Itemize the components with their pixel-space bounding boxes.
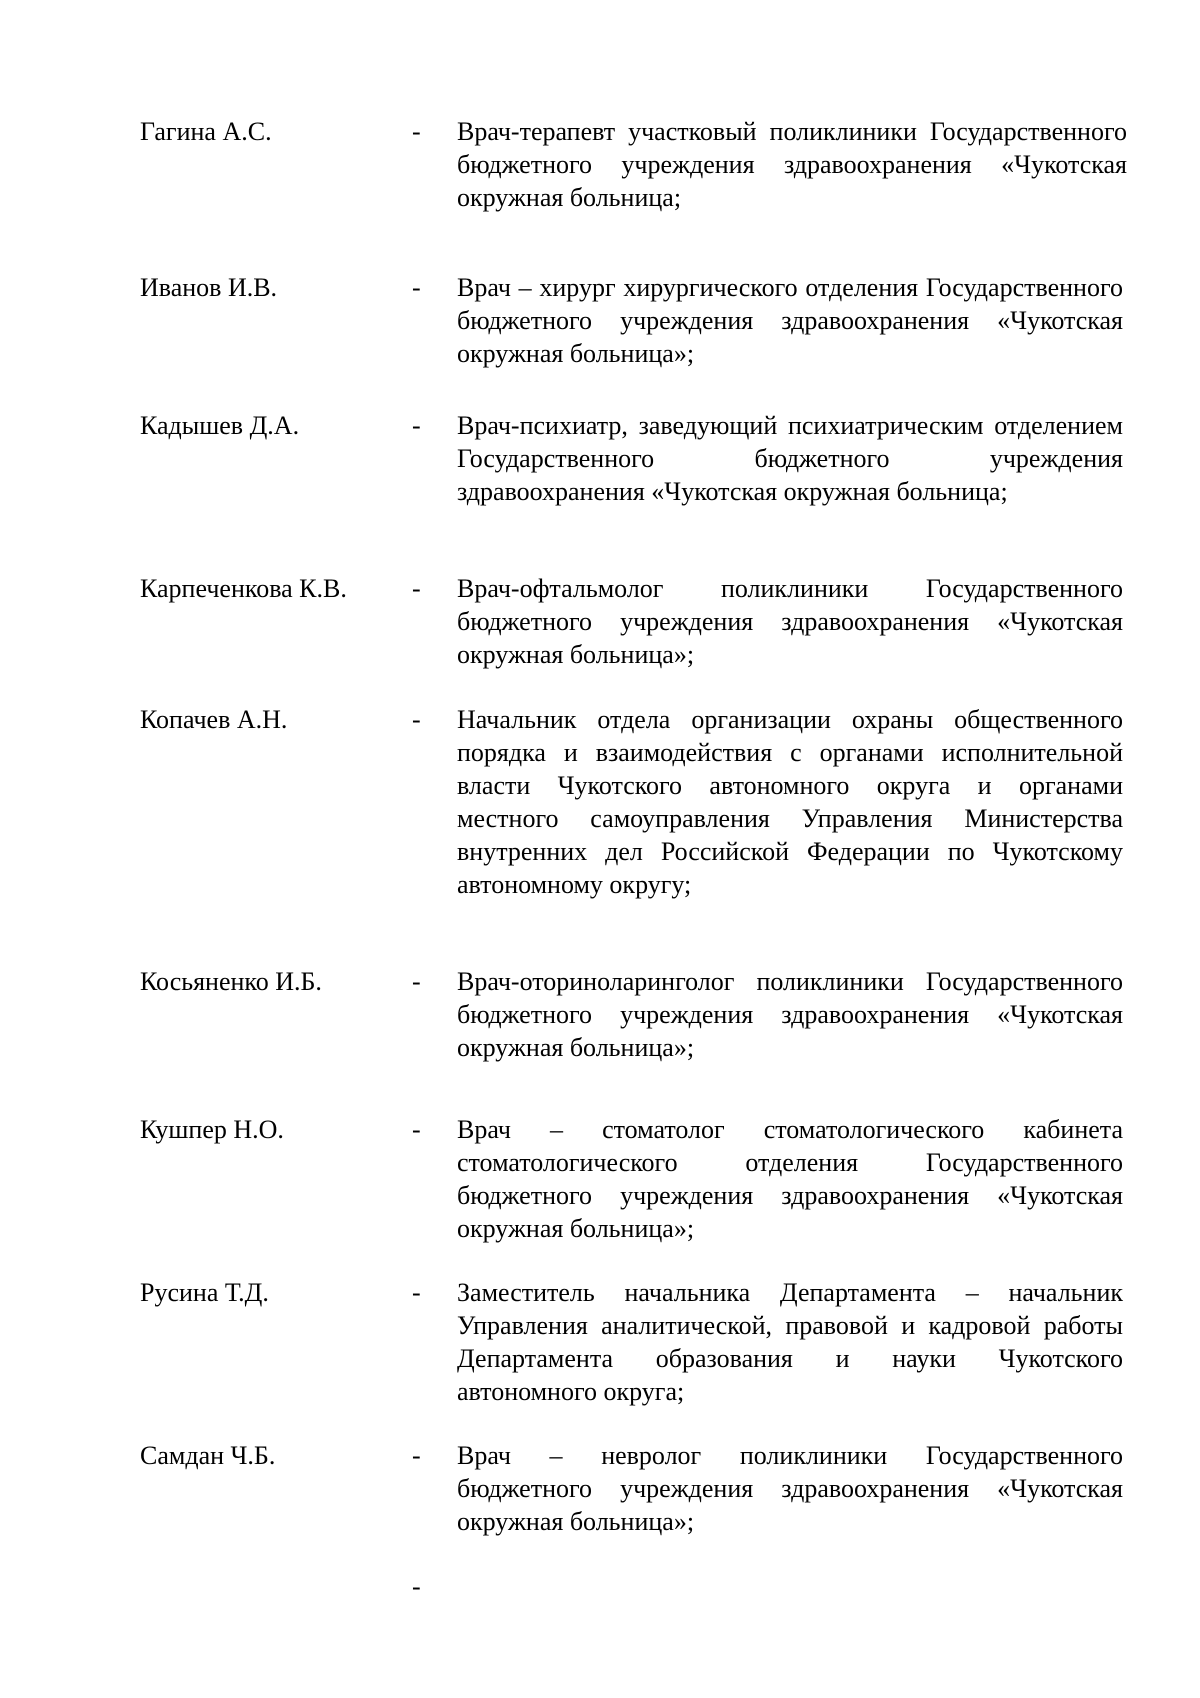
position-description: Заместитель начальника Департамента – начальник Управления аналитической, правовой и кадровой работы Департамента образования и науки Чукотского автономного округа; [457, 1278, 1123, 1406]
position-description: Врач-терапевт участковый поликлиники Государственного бюджетного учреждения здравоохранения «Чукотская окружная больница; [457, 117, 1127, 212]
person-name: Иванов И.В. [140, 273, 278, 302]
separator-dash: - [412, 574, 421, 603]
position-description: Врач – стоматолог стоматологического кабинета стоматологического отделения Государственного бюджетного учреждения здравоохранения «Чукотская окружная больница»; [457, 1115, 1123, 1243]
position-description: Врач-офтальмолог поликлиники Государственного бюджетного учреждения здравоохранения «Чукотская окружная больница»; [457, 574, 1123, 669]
position-description: Врач-психиатр, заведующий психиатрическим отделением Государственного бюджетного учреждения здравоохранения «Чукотская окружная больница; [457, 411, 1123, 506]
separator-dash: - [412, 967, 421, 996]
person-name: Самдан Ч.Б. [140, 1441, 276, 1470]
separator-dash: - [412, 1441, 421, 1470]
person-name: Кадышев Д.А. [140, 411, 300, 440]
separator-dash: - [412, 1278, 421, 1307]
separator-dash: - [412, 1572, 421, 1601]
person-name: Кушпер Н.О. [140, 1115, 284, 1144]
separator-dash: - [412, 705, 421, 734]
person-name: Косьяненко И.Б. [140, 967, 322, 996]
separator-dash: - [412, 1115, 421, 1144]
person-name: Карпеченкова К.В. [140, 574, 347, 603]
position-description: Врач – хирург хирургического отделения Государственного бюджетного учреждения здравоохранения «Чукотская окружная больница»; [457, 273, 1123, 368]
position-description: Начальник отдела организации охраны общественного порядка и взаимодействия с органами исполнительной власти Чукотского автономного округа и органами местного самоуправления Управления Министерства внутренних дел Российской Федерации по Чукотскому автономному округу; [457, 705, 1123, 899]
separator-dash: - [412, 273, 421, 302]
person-name: Копачев А.Н. [140, 705, 288, 734]
position-description: Врач-оториноларинголог поликлиники Государственного бюджетного учреждения здравоохранения «Чукотская окружная больница»; [457, 967, 1123, 1062]
person-name: Гагина А.С. [140, 117, 272, 146]
position-description: Врач – невролог поликлиники Государственного бюджетного учреждения здравоохранения «Чукотская окружная больница»; [457, 1441, 1123, 1536]
person-name: Русина Т.Д. [140, 1278, 269, 1307]
separator-dash: - [412, 411, 421, 440]
separator-dash: - [412, 117, 421, 146]
